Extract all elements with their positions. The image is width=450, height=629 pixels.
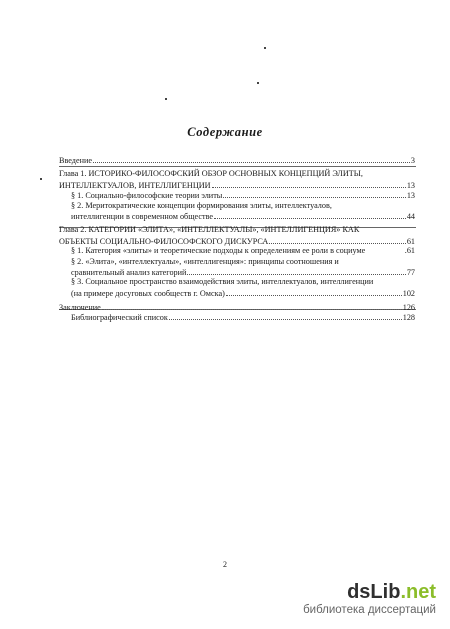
toc-entry[interactable]	[59, 190, 415, 200]
toc-entry[interactable]	[59, 302, 415, 312]
toc-entry-text: § 3. Социальное пространство взаимодействия элиты, интеллектуалов, интеллигенции	[71, 277, 374, 287]
toc-entry-text: интеллигенции в современном обществе	[71, 211, 214, 221]
toc-page-number: 77	[406, 267, 415, 277]
toc-page-number: 13	[406, 180, 415, 190]
watermark	[303, 581, 436, 617]
toc-entry-text: § 2. Меритократические концепции формирования элиты, интеллектуалов,	[71, 200, 332, 210]
dot-leader	[169, 312, 402, 320]
toc-entry-text: Глава 2. КАТЕГОРИИ «ЭЛИТА», «ИНТЕЛЛЕКТУАЛЫ», «ИНТЕЛЛИГЕНЦИЯ» КАК	[59, 225, 360, 235]
scan-speck	[264, 47, 266, 49]
toc-entry-text: ИНТЕЛЛЕКТУАЛОВ, ИНТЕЛЛИГЕНЦИИ	[59, 180, 211, 190]
toc-entry[interactable]	[59, 312, 415, 322]
watermark-tld: .net	[400, 581, 436, 603]
toc-entry-text: Глава 1. ИСТОРИКО-ФИЛОСОФСКИЙ ОБЗОР ОСНОВНЫХ КОНЦЕПЦИЙ ЭЛИТЫ,	[59, 169, 363, 179]
toc-page-number: 13	[406, 191, 415, 201]
toc-entry[interactable]	[59, 257, 415, 267]
toc-entry-text: Введение	[59, 156, 93, 165]
toc-page-number: 126	[402, 303, 415, 313]
page-title: Содержание	[187, 125, 263, 139]
watermark-tagline: библиотека диссертаций	[303, 604, 436, 616]
toc-entry[interactable]	[59, 211, 415, 221]
toc-entry-text: сравнительный анализ категорий	[71, 267, 187, 277]
scan-speck	[40, 178, 42, 180]
scan-speck	[165, 98, 167, 100]
dot-leader	[93, 155, 410, 163]
dot-leader	[226, 288, 402, 296]
toc-entry-text: § 1. Социально-философские теории элиты	[71, 191, 223, 201]
toc-entry[interactable]	[59, 180, 415, 190]
toc-entry-text: § 1. Категория «элиты» и теоретические подходы к определениям ее роли в социуме	[71, 246, 366, 256]
page-number: 2	[223, 560, 227, 569]
toc-entry[interactable]	[59, 155, 415, 165]
toc-entry[interactable]	[59, 225, 415, 235]
toc-entry[interactable]	[59, 277, 415, 287]
toc-entry[interactable]	[59, 246, 415, 256]
toc-entry-text: § 2. «Элита», «интеллектуалы», «интеллигенция»: принципы соотношения и	[71, 256, 339, 266]
watermark-logo[interactable]	[303, 581, 436, 603]
toc-entry-text: (на примере досуговых сообществ г. Омска)	[71, 288, 225, 298]
toc-entry-text: Заключение	[59, 303, 101, 313]
dot-leader	[269, 236, 405, 244]
toc-entry[interactable]	[59, 236, 415, 246]
toc-entry[interactable]	[59, 288, 415, 298]
toc-page-number: 3	[410, 156, 415, 165]
toc-entry-text: ОБЪЕКТЫ СОЦИАЛЬНО-ФИЛОСОФСКОГО ДИСКУРСА	[59, 236, 269, 246]
toc-entry[interactable]	[59, 169, 415, 179]
scan-speck	[257, 82, 259, 84]
toc-page-number: 44	[406, 211, 415, 221]
toc-page-number: 61	[406, 236, 415, 246]
watermark-brand: dsLib	[347, 581, 401, 603]
toc-entry[interactable]	[59, 267, 415, 277]
toc-page-number: .61	[404, 246, 415, 256]
dot-leader	[187, 267, 405, 275]
toc-page-number: 128	[402, 313, 415, 323]
toc-entry[interactable]	[59, 201, 415, 211]
toc-entry-text: Библиографический список	[71, 313, 168, 323]
table-of-contents	[59, 155, 415, 323]
toc-page-number: 102	[402, 288, 415, 298]
dot-leader	[223, 190, 406, 198]
dot-leader	[212, 180, 406, 188]
dot-leader	[102, 302, 402, 310]
dot-leader	[214, 211, 406, 219]
